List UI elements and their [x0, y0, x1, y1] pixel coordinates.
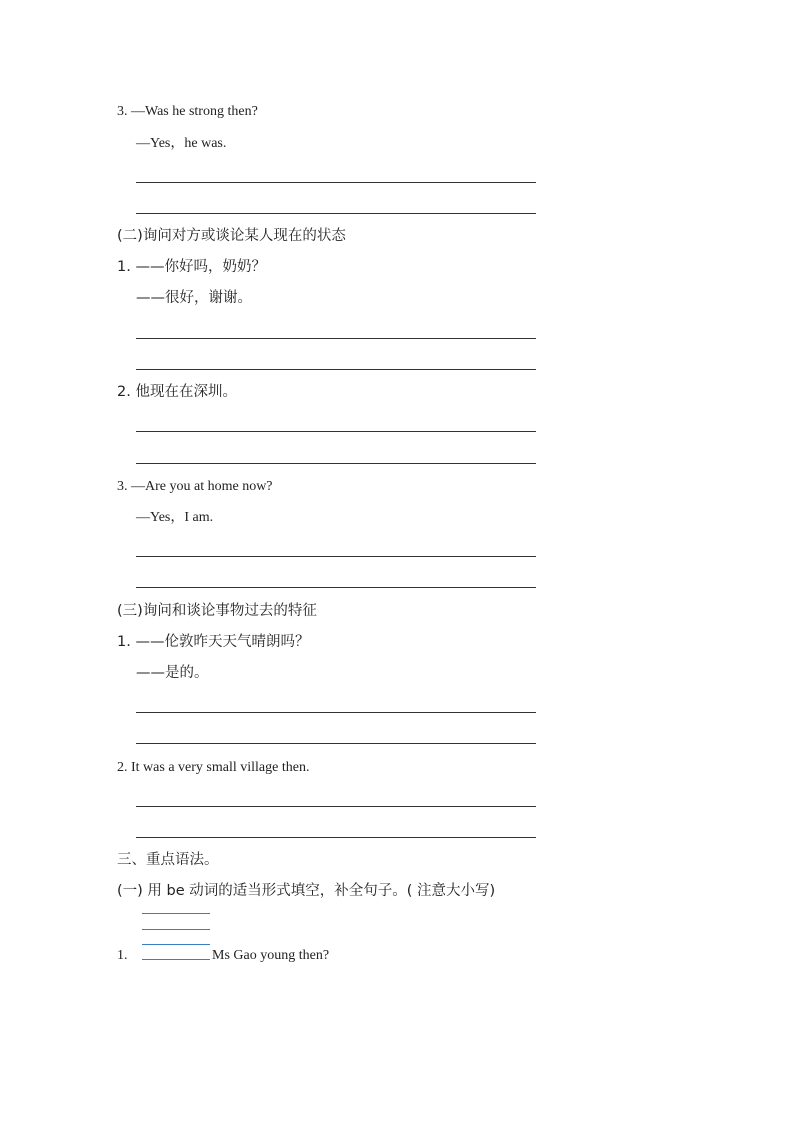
s2-question-3-answer: —Yes，I am.	[136, 510, 214, 525]
answer-line[interactable]	[136, 338, 536, 339]
answer-line[interactable]	[136, 556, 536, 557]
answer-line[interactable]	[136, 837, 536, 838]
grammar-question-1-number: 1.	[117, 948, 128, 963]
s3-question-1-prompt: 1. ——伦敦昨天天气晴朗吗？	[117, 634, 310, 650]
answer-line[interactable]	[136, 369, 536, 370]
question-3-answer: —Yes，he was.	[136, 136, 227, 151]
s3-question-2-prompt: 2. It was a very small village then.	[117, 760, 310, 775]
grammar-question-1-text: Ms Gao young then?	[212, 948, 330, 963]
answer-line[interactable]	[136, 182, 536, 183]
answer-line[interactable]	[136, 806, 536, 807]
answer-line[interactable]	[136, 712, 536, 713]
s2-question-1-prompt: 1. ——你好吗，奶奶？	[117, 259, 266, 275]
grammar-heading: 三、重点语法。	[117, 852, 219, 868]
answer-line[interactable]	[136, 463, 536, 464]
blank-line	[142, 944, 210, 945]
question-3-prompt: 3. —Was he strong then?	[117, 104, 258, 119]
s2-question-2-prompt: 2. 他现在在深圳。	[117, 384, 237, 400]
s2-question-3-prompt: 3. —Are you at home now?	[117, 479, 273, 494]
answer-line[interactable]	[136, 213, 536, 214]
blank-line	[142, 929, 210, 930]
answer-line[interactable]	[136, 431, 536, 432]
answer-line[interactable]	[136, 587, 536, 588]
s3-question-1-answer: ——是的。	[136, 665, 209, 681]
section-2-heading: (二)询问对方或谈论某人现在的状态	[117, 228, 346, 244]
grammar-instruction: (一) 用 be 动词的适当形式填空，补全句子。( 注意大小写)	[117, 883, 496, 899]
blank-line	[142, 913, 210, 914]
fill-blank[interactable]	[142, 959, 210, 960]
s2-question-1-answer: ——很好，谢谢。	[136, 290, 252, 306]
answer-line[interactable]	[136, 743, 536, 744]
section-3-heading: (三)询问和谈论事物过去的特征	[117, 603, 317, 619]
